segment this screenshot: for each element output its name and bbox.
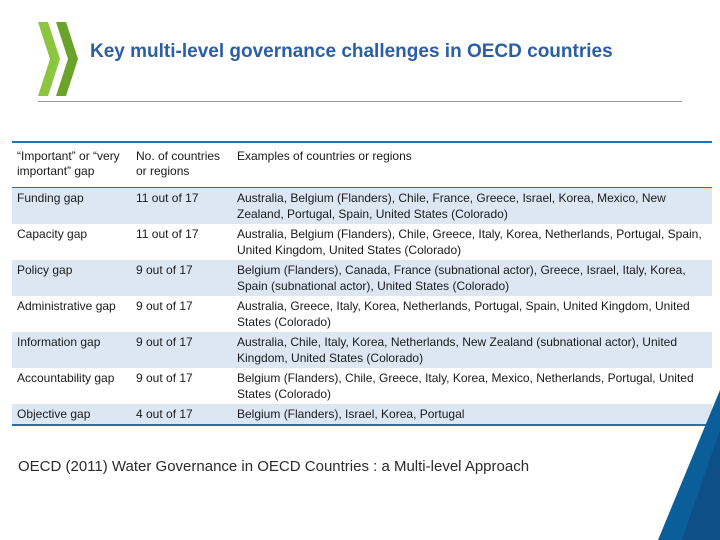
table-row <box>12 224 712 260</box>
header-gap: “Important” or “very important” gap <box>17 149 120 178</box>
gap-name: Accountability gap <box>17 371 115 385</box>
table-row <box>12 404 712 424</box>
table-header-row <box>12 143 712 188</box>
title-divider <box>38 101 682 102</box>
gap-examples: Belgium (Flanders), Canada, France (subnational actor), Greece, Israel, Italy, Korea, Spain (subnational actor), United States (Colorado) <box>237 263 686 293</box>
slide-title: Key multi-level governance challenges in OECD countries <box>90 41 613 62</box>
gap-name: Funding gap <box>17 191 84 205</box>
source-citation: OECD (2011) Water Governance in OECD Countries : a Multi-level Approach <box>18 458 530 475</box>
header-examples: Examples of countries or regions <box>237 149 412 163</box>
gap-count: 9 out of 17 <box>136 335 193 349</box>
gap-examples: Belgium (Flanders), Israel, Korea, Portugal <box>237 407 465 421</box>
gap-count: 11 out of 17 <box>136 191 199 205</box>
table-row <box>12 260 712 296</box>
corner-decoration <box>630 390 720 540</box>
oecd-chevron-logo-icon <box>36 20 80 98</box>
gap-examples: Australia, Belgium (Flanders), Chile, Greece, Italy, Korea, Netherlands, Portugal, Spain, United Kingdom, United States (Colorado) <box>237 227 702 257</box>
gap-examples: Australia, Greece, Italy, Korea, Netherlands, Portugal, Spain, United Kingdom, United States (Colorado) <box>237 299 690 329</box>
table-row <box>12 332 712 368</box>
gap-name: Objective gap <box>17 407 91 421</box>
gap-count: 4 out of 17 <box>136 407 193 421</box>
gap-count: 9 out of 17 <box>136 371 193 385</box>
gap-examples: Australia, Chile, Italy, Korea, Netherlands, New Zealand (subnational actor), United Kingdom, United States (Colorado) <box>237 335 677 365</box>
gap-examples: Belgium (Flanders), Chile, Greece, Italy, Korea, Mexico, Netherlands, Portugal, United States (Colorado) <box>237 371 694 401</box>
gap-count: 11 out of 17 <box>136 227 199 241</box>
gaps-table <box>12 143 712 424</box>
header-count: No. of countries or regions <box>136 149 221 178</box>
table-row <box>12 188 712 225</box>
table-row <box>12 296 712 332</box>
gap-examples: Australia, Belgium (Flanders), Chile, France, Greece, Israel, Korea, Mexico, New Zealand, Portugal, Spain, United States (Colorado) <box>237 191 666 221</box>
gap-name: Policy gap <box>17 263 73 277</box>
gap-count: 9 out of 17 <box>136 263 193 277</box>
gap-name: Information gap <box>17 335 101 349</box>
gap-name: Capacity gap <box>17 227 88 241</box>
gap-name: Administrative gap <box>17 299 116 313</box>
table-row <box>12 368 712 404</box>
governance-gaps-table <box>12 141 712 426</box>
gap-count: 9 out of 17 <box>136 299 193 313</box>
